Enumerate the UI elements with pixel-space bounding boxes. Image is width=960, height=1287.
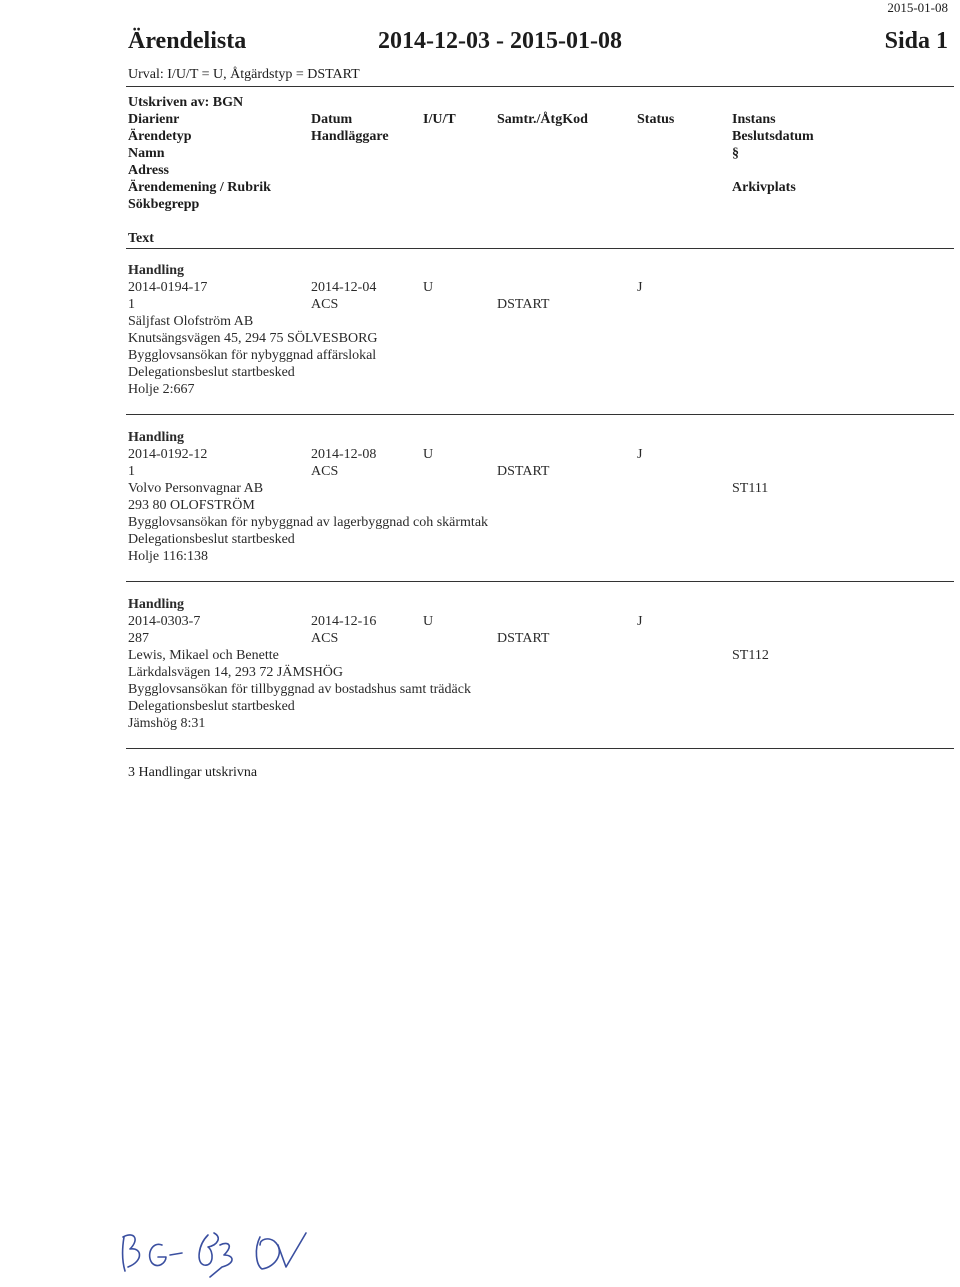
record-diarienr: 2014-0192-12 bbox=[128, 447, 208, 462]
record-rubrik: Bygglovsansökan för nybyggnad affärslokal bbox=[128, 348, 377, 363]
signature-stroke-8 bbox=[278, 1233, 306, 1267]
record-heading: Handling bbox=[128, 430, 185, 445]
record-iut: U bbox=[423, 614, 434, 629]
record-arendetyp: 287 bbox=[128, 631, 149, 646]
signature-stroke-1 bbox=[123, 1237, 125, 1271]
col-datum: Datum bbox=[311, 112, 353, 127]
page-number: Sida 1 bbox=[884, 28, 948, 54]
col-status: Status bbox=[637, 112, 675, 127]
record-diarienr: 2014-0303-7 bbox=[128, 614, 201, 629]
record-diarienr: 2014-0194-17 bbox=[128, 280, 208, 295]
report-title: Ärendelista bbox=[128, 28, 247, 54]
record-status: J bbox=[637, 280, 643, 295]
record-handlaggare: ACS bbox=[311, 464, 339, 479]
record-sokbegrepp: Holje 2:667 bbox=[128, 382, 195, 397]
record-arkivplats: ST111 bbox=[732, 481, 769, 496]
divider-top bbox=[126, 86, 954, 87]
selection-criteria: Urval: I/U/T = U, Åtgärdstyp = DSTART bbox=[128, 67, 360, 82]
divider-record-3 bbox=[126, 748, 954, 749]
signature-stroke-4 bbox=[170, 1253, 182, 1255]
date-range: 2014-12-03 - 2015-01-08 bbox=[378, 28, 622, 54]
record-adress: 293 80 OLOFSTRÖM bbox=[128, 498, 255, 513]
handwritten-signature bbox=[110, 1215, 330, 1285]
summary-count: 3 Handlingar utskrivna bbox=[128, 765, 258, 780]
record-adress: Lärkdalsvägen 14, 293 72 JÄMSHÖG bbox=[128, 665, 344, 680]
record-rubrik: Bygglovsansökan för nybyggnad av lagerbyggnad coh skärmtak bbox=[128, 515, 489, 530]
col-diarienr: Diarienr bbox=[128, 112, 180, 127]
record-heading: Handling bbox=[128, 597, 185, 612]
record-arendetyp: 1 bbox=[128, 297, 135, 312]
signature-stroke-5 bbox=[199, 1233, 218, 1265]
record-status: J bbox=[637, 447, 643, 462]
col-iut: I/U/T bbox=[423, 112, 456, 127]
record-iut: U bbox=[423, 280, 434, 295]
record-atgkod: DSTART bbox=[497, 464, 550, 479]
signature-stroke-3 bbox=[150, 1244, 166, 1265]
col-adress: Adress bbox=[128, 163, 169, 178]
record-iut: U bbox=[423, 447, 434, 462]
record-namn: Säljfast Olofström AB bbox=[128, 314, 254, 329]
col-beslutsdatum: Beslutsdatum bbox=[732, 129, 814, 144]
record-rubrik: Bygglovsansökan för tillbyggnad av bostadshus samt trädäck bbox=[128, 682, 471, 697]
col-samtr-atgkod: Samtr./ÅtgKod bbox=[497, 112, 588, 127]
col-paragraf: § bbox=[732, 146, 739, 161]
record-handlaggare: ACS bbox=[311, 297, 339, 312]
record-arendetyp: 1 bbox=[128, 464, 135, 479]
divider-record-2 bbox=[126, 581, 954, 582]
record-text: Delegationsbeslut startbesked bbox=[128, 532, 295, 547]
record-sokbegrepp: Holje 116:138 bbox=[128, 549, 208, 564]
record-text: Delegationsbeslut startbesked bbox=[128, 699, 295, 714]
record-atgkod: DSTART bbox=[497, 631, 550, 646]
col-instans: Instans bbox=[732, 112, 776, 127]
record-text: Delegationsbeslut startbesked bbox=[128, 365, 295, 380]
col-arendetyp: Ärendetyp bbox=[128, 129, 192, 144]
divider-header bbox=[126, 248, 954, 249]
record-heading: Handling bbox=[128, 263, 185, 278]
record-adress: Knutsängsvägen 45, 294 75 SÖLVESBORG bbox=[128, 331, 378, 346]
record-arkivplats: ST112 bbox=[732, 648, 769, 663]
col-sokbegrepp: Sökbegrepp bbox=[128, 197, 200, 212]
col-rubrik: Ärendemening / Rubrik bbox=[128, 180, 271, 195]
record-sokbegrepp: Jämshög 8:31 bbox=[128, 716, 206, 731]
col-text: Text bbox=[128, 231, 154, 246]
signature-stroke-2 bbox=[123, 1235, 140, 1267]
printed-by: Utskriven av: BGN bbox=[128, 95, 244, 110]
signature-stroke-6 bbox=[210, 1243, 232, 1277]
record-namn: Lewis, Mikael och Benette bbox=[128, 648, 279, 663]
col-handlaggare: Handläggare bbox=[311, 129, 389, 144]
col-arkivplats: Arkivplats bbox=[732, 180, 796, 195]
print-date: 2015-01-08 bbox=[887, 0, 948, 15]
col-namn: Namn bbox=[128, 146, 165, 161]
record-status: J bbox=[637, 614, 643, 629]
record-namn: Volvo Personvagnar AB bbox=[128, 481, 264, 496]
record-datum: 2014-12-08 bbox=[311, 447, 377, 462]
signature-stroke-7 bbox=[256, 1237, 279, 1269]
divider-record-1 bbox=[126, 414, 954, 415]
record-datum: 2014-12-16 bbox=[311, 614, 377, 629]
record-datum: 2014-12-04 bbox=[311, 280, 377, 295]
record-handlaggare: ACS bbox=[311, 631, 339, 646]
record-atgkod: DSTART bbox=[497, 297, 550, 312]
